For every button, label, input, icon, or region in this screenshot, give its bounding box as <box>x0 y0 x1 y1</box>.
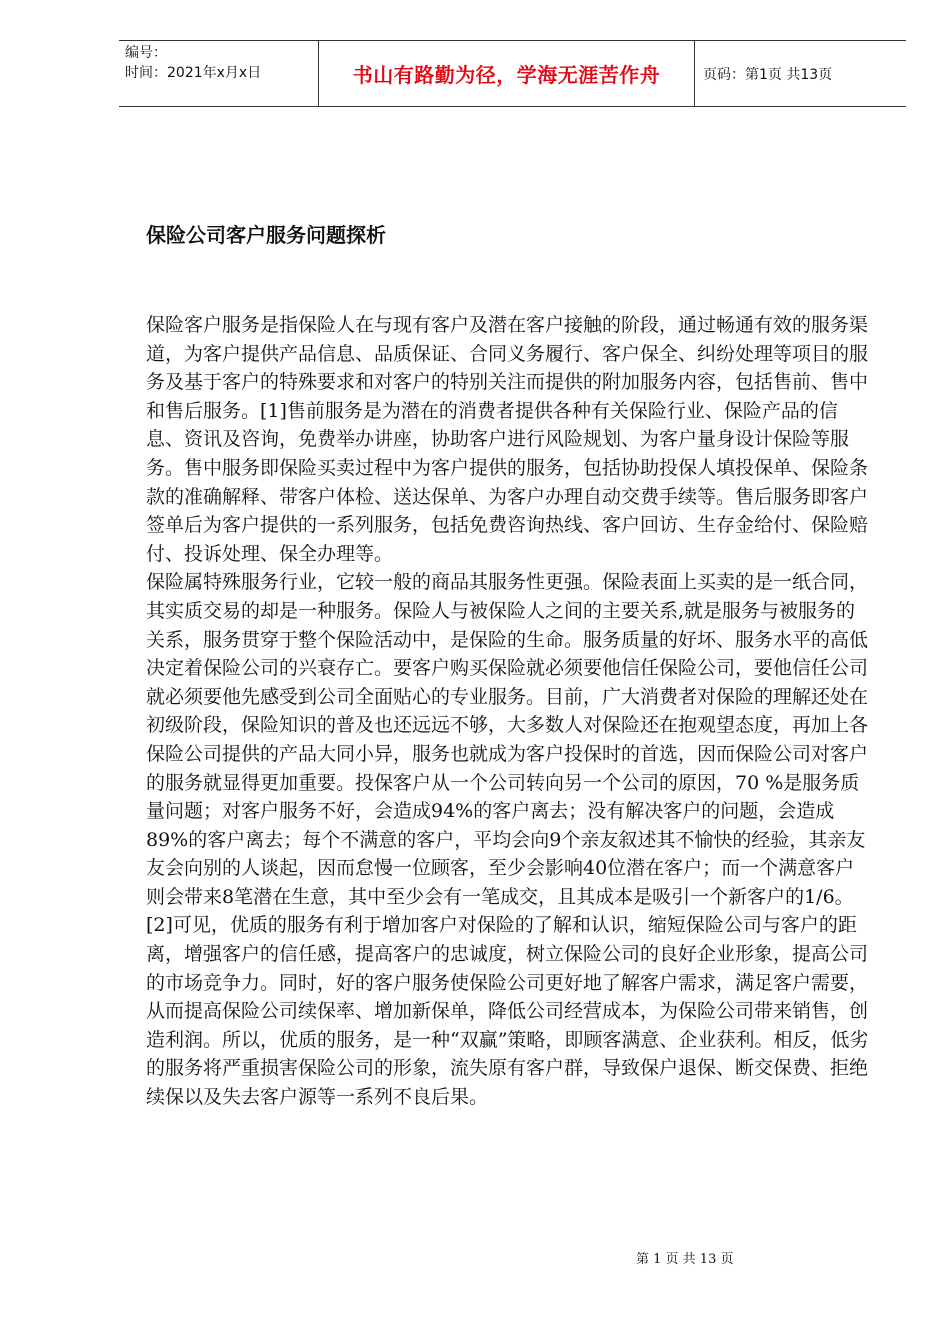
header-motto-cell <box>319 41 695 107</box>
paragraph-2: 保险属特殊服务行业，它较一般的商品其服务性更强。保险表面上买卖的是一纸合同，其实质交易的却是一种服务。保险人与被保险人之间的主要关系,就是服务与被服务的关系，服务贯穿于整个保险活动中，是保险的生命。服务质量的好坏、服务水平的高低决定着保险公司的兴衰存亡。要客户购买保险就必须要他信任保险公司，要他信任公司就必须要他先感受到公司全面贴心的专业服务。目前，广大消费者对保险的理解还处在初级阶段，保险知识的普及也还远远不够，大多数人对保险还在抱观望态度，再加上各保险公司提供的产品大同小异，服务也就成为客户投保时的首选，因而保险公司对客户的服务就显得更加重要。投保客户从一个公司转向另一个公司的原因，70 %是服务质量问题；对客户服务不好，会造成94%的客户离去；没有解决客户的问题，会造成89%的客户离去；每个不满意的客户，平均会向9个亲友叙述其不愉快的经验，其亲友友会向别的人谈起，因而怠慢一位顾客，至少会影响40位潜在客户；而一个满意客户则会带来8笔潜在生意，其中至少会有一笔成交，且其成本是吸引一个新客户的1/6。[2]可见，优质的服务有利于增加客户对保险的了解和认识，缩短保险公司与客户的距离，增强客户的信任感，提高客户的忠诚度，树立保险公司的良好企业形象，提高公司的市场竞争力。同时，好的客户服务使保险公司更好地了解客户需求，满足客户需要，从而提高保险公司续保率、增加新保单，降低公司经营成本，为保险公司带来销售，创造利润。所以，优质的服务，是一种“双赢”策略，即顾客满意、企业获利。相反，低劣的服务将严重损害保险公司的形象，流失原有客户群，导致保户退保、断交保费、拒绝续保以及失去客户源等一系列不良后果。 <box>146 571 869 1109</box>
document-body <box>146 311 870 1112</box>
page-footer: 第 1 页 共 13 页 <box>636 1252 734 1267</box>
paragraph-1: 保险客户服务是指保险人在与现有客户及潜在客户接触的阶段，通过畅通有效的服务渠道，为客户提供产品信息、品质保证、合同义务履行、客户保全、纠纷处理等项目的服务及基于客户的特殊要求和对客户的特别关注而提供的附加服务内容，包括售前、售中和售后服务。[1]售前服务是为潜在的消费者提供各种有关保险行业、保险产品的信息、资讯及咨询，免费举办讲座，协助客户进行风险规划、为客户量身设计保险等服务。售中服务即保险买卖过程中为客户提供的服务，包括协助投保人填投保单、保险条款的准确解释、带客户体检、送达保单、为客户办理自动交费手续等。售后服务即客户签单后为客户提供的一系列服务，包括免费咨询热线、客户回访、生存金给付、保险赔付、投诉处理、保全办理等。 <box>146 314 869 565</box>
document-title: 保险公司客户服务问题探析 <box>146 223 386 247</box>
page-info: 页码：第1页 共13页 <box>703 66 833 83</box>
header-row <box>119 41 906 107</box>
header-table <box>119 40 906 107</box>
header-page-cell <box>695 41 907 107</box>
serial-label: 编号： <box>125 45 167 61</box>
motto-text: 书山有路勤为径，学海无涯苦作舟 <box>352 63 661 87</box>
time-label: 时间：2021年x月x日 <box>125 65 262 81</box>
header-meta-cell <box>119 41 319 107</box>
